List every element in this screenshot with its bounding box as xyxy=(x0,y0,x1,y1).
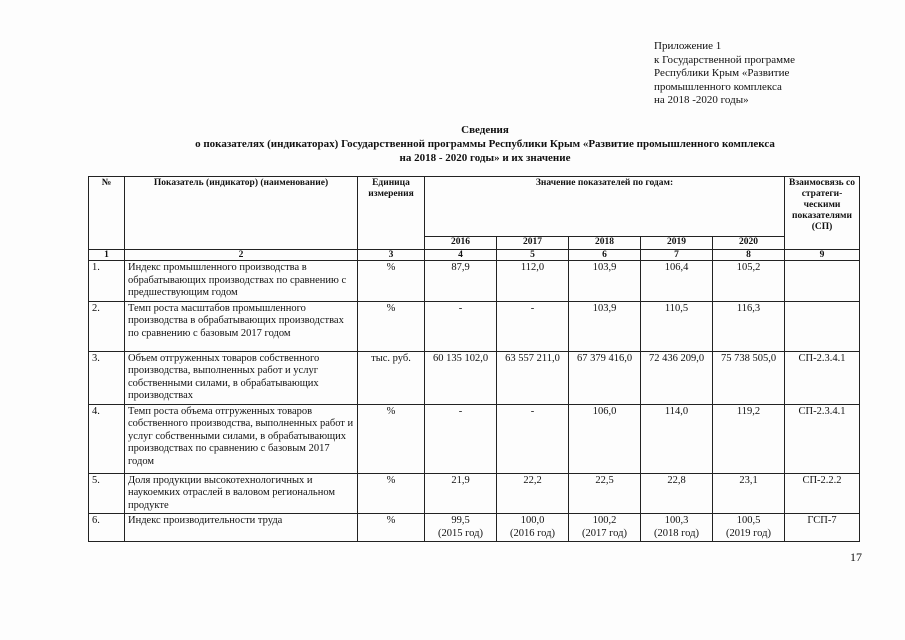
year-header: 2018 xyxy=(569,237,641,250)
value-2017: 100,0 xyxy=(520,515,545,526)
appendix-line: промышленного комплекса xyxy=(654,80,782,93)
column-number: 6 xyxy=(569,250,641,261)
indicator-name: Темп роста объема отгруженных товаров собственного производства, выполненных работ и услуг собственными силами, в обрабатывающих производствах по сравнению с базовым 2017 годом xyxy=(125,404,358,473)
unit-cell: % xyxy=(358,514,425,542)
table-row xyxy=(89,473,860,514)
value-2017: 22,2 xyxy=(497,473,569,514)
value-2016: - xyxy=(425,404,497,473)
column-number: 9 xyxy=(785,250,860,261)
year-header: 2016 xyxy=(425,237,497,250)
value-2018-cell xyxy=(569,514,641,542)
column-number: 7 xyxy=(641,250,713,261)
value-2017: 63 557 211,0 xyxy=(497,351,569,404)
value-2016-cell xyxy=(425,514,497,542)
unit-cell: % xyxy=(358,404,425,473)
indicator-name: Доля продукции высокотехнологичных и наукоемких отраслей в валовом региональном продукте xyxy=(125,473,358,514)
strategic-link: ГСП-7 xyxy=(785,514,860,542)
value-2020: 105,2 xyxy=(713,261,785,302)
value-2018: 103,9 xyxy=(569,301,641,351)
value-2019-cell xyxy=(641,514,713,542)
strategic-link xyxy=(785,301,860,351)
value-2018: 22,5 xyxy=(569,473,641,514)
table-row xyxy=(89,351,860,404)
value-2017-cell xyxy=(497,514,569,542)
value-2020: 116,3 xyxy=(713,301,785,351)
appendix-line: Республики Крым «Развитие xyxy=(654,67,790,80)
column-number: 1 xyxy=(89,250,125,261)
value-2016: 21,9 xyxy=(425,473,497,514)
row-number: 1. xyxy=(89,261,125,302)
value-2020: 23,1 xyxy=(713,473,785,514)
row-number: 6. xyxy=(89,514,125,542)
column-number: 4 xyxy=(425,250,497,261)
value-2018: 103,9 xyxy=(569,261,641,302)
value-2020-cell xyxy=(713,514,785,542)
value-2020: 100,5 xyxy=(736,515,761,526)
value-2020: 75 738 505,0 xyxy=(713,351,785,404)
header-number: № xyxy=(89,177,125,250)
strategic-link: СП-2.3.4.1 xyxy=(785,351,860,404)
table-row xyxy=(89,404,860,473)
row-number: 2. xyxy=(89,301,125,351)
column-number: 5 xyxy=(497,250,569,261)
strategic-link: СП-2.3.4.1 xyxy=(785,404,860,473)
appendix-line: на 2018 -2020 годы» xyxy=(654,94,749,107)
value-2017: 112,0 xyxy=(497,261,569,302)
base-year-note: (2016 год) xyxy=(510,527,555,539)
value-2017: - xyxy=(497,404,569,473)
value-2019: 114,0 xyxy=(641,404,713,473)
table-row xyxy=(89,514,860,542)
value-2018: 100,2 xyxy=(592,515,617,526)
value-2018: 106,0 xyxy=(569,404,641,473)
value-2016: - xyxy=(425,301,497,351)
appendix-line: к Государственной программе xyxy=(654,53,795,66)
document-heading xyxy=(130,123,840,165)
year-header: 2017 xyxy=(497,237,569,250)
row-number: 5. xyxy=(89,473,125,514)
value-2019: 110,5 xyxy=(641,301,713,351)
value-2016: 60 135 102,0 xyxy=(425,351,497,404)
indicators-table xyxy=(88,176,860,542)
column-number: 3 xyxy=(358,250,425,261)
column-number: 2 xyxy=(125,250,358,261)
heading-line-2: на 2018 - 2020 годы» и их значение xyxy=(399,152,571,164)
base-year-note: (2015 год) xyxy=(438,527,483,539)
header-unit: Единица измерения xyxy=(358,177,425,250)
column-number: 8 xyxy=(713,250,785,261)
table-row xyxy=(89,301,860,351)
year-header: 2020 xyxy=(713,237,785,250)
header-indicator: Показатель (индикатор) (наименование) xyxy=(125,177,358,250)
value-2016: 99,5 xyxy=(451,515,470,526)
value-2019: 106,4 xyxy=(641,261,713,302)
indicator-name: Индекс промышленного производства в обрабатывающих производствах по сравнению с предшествующим годом xyxy=(125,261,358,302)
year-header: 2019 xyxy=(641,237,713,250)
strategic-link: СП-2.2.2 xyxy=(785,473,860,514)
unit-cell: % xyxy=(358,473,425,514)
unit-cell: % xyxy=(358,261,425,302)
appendix-line: Приложение 1 xyxy=(654,40,722,52)
appendix-note xyxy=(654,40,795,108)
heading-title: Сведения xyxy=(461,124,509,136)
page-number: 17 xyxy=(850,550,862,564)
value-2016: 87,9 xyxy=(425,261,497,302)
value-2018: 67 379 416,0 xyxy=(569,351,641,404)
unit-cell: тыс. руб. xyxy=(358,351,425,404)
strategic-link xyxy=(785,261,860,302)
indicator-name: Темп роста масштабов промышленного производства в обрабатывающих производствах по сравнению с базовым 2017 годом xyxy=(125,301,358,351)
indicator-name: Объем отгруженных товаров собственного производства, выполненных работ и услуг собственными силами, в обрабатывающих производствах xyxy=(125,351,358,404)
base-year-note: (2019 год) xyxy=(726,527,771,539)
value-2019: 100,3 xyxy=(664,515,689,526)
indicator-name: Индекс производительности труда xyxy=(125,514,358,542)
value-2019: 72 436 209,0 xyxy=(641,351,713,404)
unit-cell: % xyxy=(358,301,425,351)
value-2020: 119,2 xyxy=(713,404,785,473)
row-number: 4. xyxy=(89,404,125,473)
row-number: 3. xyxy=(89,351,125,404)
value-2019: 22,8 xyxy=(641,473,713,514)
value-2017: - xyxy=(497,301,569,351)
header-values-by-year: Значение показателей по годам: xyxy=(425,177,785,237)
base-year-note: (2017 год) xyxy=(582,527,627,539)
table-row xyxy=(89,261,860,302)
heading-line-1: о показателях (индикаторах) Государственной программы Республики Крым «Развитие промышленного комплекса xyxy=(195,138,775,150)
base-year-note: (2018 год) xyxy=(654,527,699,539)
header-strategic-link: Взаимосвязь со стратеги-ческими показателями (СП) xyxy=(785,177,860,250)
